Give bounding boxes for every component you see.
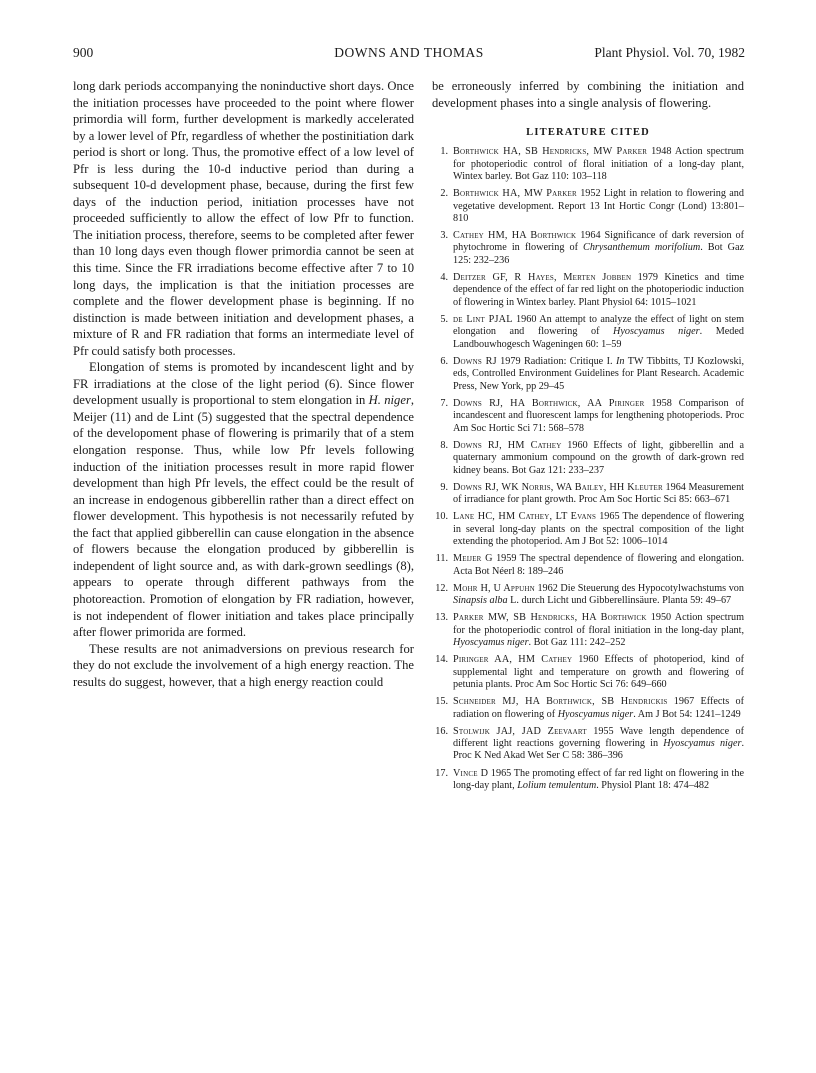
- reference-authors: Downs RJ, HM Cathey: [453, 439, 562, 451]
- reference-text: . Bot Gaz 111: 242–252: [528, 637, 626, 649]
- reference-item: [432, 146, 744, 183]
- reference-number: 2.: [440, 188, 448, 200]
- species-name: H. niger: [368, 393, 411, 408]
- reference-italic-text: In: [615, 355, 625, 367]
- reference-italic-text: Sinapsis alba: [453, 595, 508, 607]
- reference-number: 8.: [440, 439, 448, 451]
- reference-number: 10.: [435, 511, 448, 523]
- paragraph-text: These results are not animadversions on previous research for they do not exclude the involvement of a high energy reaction. The results do suggest, however, that a high energy reaction could: [73, 641, 414, 689]
- reference-text: TW Tibbitts, TJ Kozlowski, eds, Controlled Environment Guidelines for Plant Research. Academic Press, New York, pp 29–45: [453, 355, 744, 392]
- reference-item: [432, 654, 744, 691]
- paragraph-text: long dark periods accompanying the noninductive short days. Once the initiation processes have proceeded to the point where flower primordia will form, further development is markedly accelerated by a lower level of Pfr, regardless of whether the postinitiation dark period is short or long. Thus, the promotive effect of a low level of Pfr is less during the 10-d inductive period than during a subsequent 10-d development phase, because, during the first few days of the induction period, initiation processes have not proceeded sufficiently to allow the effect of low Pfr to function. The initiation process, therefore, seems to be completed after fewer than 10 long days even though flower primordia cannot be seen at this time. Since the FR irradiations become effective after 7 to 10 long days, the implication is that the initiation processes are complete and the flower development phase is beginning. If no distinction is made between initiation and development phases, a mixture of R and FR radiation that forms an intermediate level of Pfr could satisfy both processes.: [73, 79, 414, 358]
- running-header: [73, 44, 745, 62]
- reference-italic-text: Lolium temulentum: [517, 779, 597, 791]
- reference-number: 15.: [435, 696, 448, 708]
- reference-italic-text: Hyoscyamus niger: [613, 326, 700, 338]
- journal-citation: Plant Physiol. Vol. 70, 1982: [594, 45, 745, 60]
- reference-text: . Am J Bot 54: 1241–1249: [633, 708, 741, 720]
- reference-list: [432, 146, 744, 792]
- reference-text: L. durch Licht und Gibberellinsäure. Planta 59: 49–67: [507, 595, 732, 607]
- reference-italic-text: Chrysanthemum morifolium: [583, 242, 701, 254]
- reference-text: 1955 Wave length dependence of different light reactions governing flowering in: [453, 725, 744, 750]
- reference-text: . Physiol Plant 18: 474–482: [596, 779, 710, 791]
- page-number: 900: [73, 45, 94, 60]
- reference-number: 13.: [435, 612, 448, 624]
- reference-authors: Parker MW, SB Hendricks, HA Borthwick: [453, 612, 647, 624]
- reference-item: [432, 230, 744, 267]
- reference-number: 12.: [435, 582, 448, 594]
- reference-text: . Proc K Ned Akad Wet Ser C 58: 386–396: [453, 738, 745, 762]
- reference-italic-text: Hyoscyamus niger: [453, 637, 529, 649]
- reference-authors: Cathey HM, HA Borthwick: [453, 230, 577, 241]
- left-column: [73, 78, 414, 690]
- reference-text: 1959 The spectral dependence of flowering and elongation. Acta Bot Néerl 8: 189–246: [453, 553, 744, 577]
- reference-authors: Vince D: [453, 767, 489, 779]
- reference-item: [432, 726, 744, 763]
- reference-authors: Stolwijk JAJ, JAD Zeevaart: [453, 725, 587, 737]
- reference-number: 1.: [440, 146, 448, 158]
- reference-text: 1958 Comparison of incandescent and fluorescent lamps for lengthening photoperiods. Proc Am Soc Hortic Sci 71: 568–578: [453, 397, 744, 434]
- reference-number: 14.: [435, 654, 448, 666]
- reference-authors: Borthwick HA, SB Hendricks, MW Parker: [453, 146, 648, 158]
- reference-number: 9.: [440, 481, 448, 493]
- reference-text: 1960 An attempt to analyze the effect of light on stem elongation and flowering of: [453, 313, 744, 338]
- reference-text: . Meded Landbouwhogesch Wageningen 60: 1–59: [453, 326, 745, 350]
- reference-text: 1979 Kinetics and time dependence of the effect of far red light on the photoperiodic induction of flowering in Wintex barley. Plant Physiol 64: 1015–1021: [453, 271, 744, 308]
- reference-number: 3.: [440, 230, 448, 241]
- reference-number: 6.: [440, 355, 448, 367]
- reference-number: 17.: [435, 767, 448, 779]
- reference-item: [432, 553, 744, 578]
- reference-authors: Borthwick HA, MW Parker: [453, 188, 577, 200]
- reference-text: 1950 Action spectrum for the photoperiodic control of floral initiation in the long-day plant,: [453, 612, 744, 636]
- reference-number: 16.: [435, 725, 448, 737]
- reference-text: . Bot Gaz 125: 232–236: [453, 242, 744, 266]
- reference-authors: Schneider MJ, HA Borthwick, SB Hendrickis: [453, 696, 668, 708]
- reference-authors: Downs RJ, HA Borthwick, AA Piringer: [453, 397, 645, 409]
- reference-authors: Mohr H, U Appuhn: [453, 582, 535, 594]
- body-paragraph: [73, 359, 414, 640]
- paragraph-text: Elongation of stems is promoted by incandescent light and by FR irradiations at the close of the light period (6). Since flower development usually is proportional to stem elongation in: [73, 360, 414, 408]
- reference-authors: Downs RJ: [453, 355, 497, 367]
- reference-number: 7.: [440, 397, 448, 409]
- reference-text: 1952 Light in relation to flowering and vegetative development. Report 13 Int Hortic Congr (Lond) 13:801–810: [453, 188, 744, 224]
- reference-item: [432, 612, 744, 649]
- reference-item: [432, 511, 744, 548]
- reference-text: 1962 Die Steuerung des Hypocotylwachstums von: [534, 582, 744, 594]
- reference-text: 1960 Effects of light, gibberellin and a quaternary ammonium compound on the growth of dark-grown red kidney beans. Bot Gaz 121: 233–237: [453, 439, 744, 476]
- reference-item: [432, 314, 744, 351]
- reference-item: [432, 696, 744, 721]
- reference-number: 4.: [440, 271, 448, 283]
- reference-item: [432, 188, 744, 225]
- reference-item: [432, 768, 744, 793]
- reference-text: 1948 Action spectrum for photoperiodic control of floral initiation of a long-day plant, Wintex barley. Bot Gaz 110: 103–118: [453, 146, 744, 182]
- reference-italic-text: Hyoscyamus niger: [557, 708, 634, 720]
- reference-item: [432, 440, 744, 477]
- reference-authors: de Lint PJAL: [453, 313, 513, 325]
- reference-number: 5.: [440, 313, 448, 325]
- body-paragraph: [73, 78, 414, 359]
- reference-authors: Downs RJ, WK Norris, WA Bailey, HH Kleuter: [453, 481, 663, 493]
- running-authors: DOWNS AND THOMAS: [334, 45, 484, 60]
- literature-cited-heading: LITERATURE CITED: [526, 127, 650, 139]
- reference-text: 1960 Effects of photoperiod, kind of supplemental light and temperature on growth and flowering of petunia plants. Proc Am Soc Hortic Sci 76: 649–660: [453, 654, 744, 691]
- reference-item: [432, 482, 744, 507]
- reference-authors: Meijer G: [453, 553, 493, 565]
- reference-authors: Deitzer GF, R Hayes, Merten Jobben: [453, 271, 632, 283]
- body-paragraph: [73, 641, 414, 691]
- reference-text: 1979 Radiation: Critique I.: [496, 355, 616, 367]
- reference-item: [432, 583, 744, 608]
- reference-text: 1965 The dependence of flowering in several long-day plants on the spectral composition of the light extending the photoperiod. Am J Bot 52: 1006–1014: [453, 511, 745, 548]
- reference-text: 1964 Measurement of irradiance for plant growth. Proc Am Soc Hortic Sci 85: 663–671: [453, 481, 744, 506]
- reference-text: 1967 Effects of radiation on flowering of: [453, 696, 745, 720]
- reference-number: 11.: [435, 553, 448, 565]
- reference-authors: Lane HC, HM Cathey, LT Evans: [453, 511, 597, 523]
- paragraph-text: , Meijer (11) and de Lint (5) suggested that the spectral dependence of the developoment phase of flowering is primarily that of a stem elongation response. Thus, while low Pfr levels following induction of the initiation processes result in more rapid flower development than high Pfr levels, the effect could be the result of an increase in endogenous gibberellin rather than a direct effect on flower development. This hypothesis is not necessarily refuted by the fact that applied gibberellin can cause elongation in the absence of flowers because the elongation produced by gibberellin is independent of light source and, as with dark-grown seedlings (8), appears to operate through different pathways from the photoreaction. Promotion of elongation by FR radiation, however, is not independent of flower initiation and takes place principally after flower primorida are formed.: [73, 393, 414, 640]
- reference-text: 1964 Significance of dark reversion of phytochrome in flowering of: [453, 230, 745, 254]
- reference-italic-text: Hyoscyamus niger: [663, 738, 742, 750]
- right-column: [432, 78, 744, 797]
- body-paragraph-continuation: be erroneously inferred by combining the initiation and development phases into a single analysis of flowering.: [432, 79, 744, 110]
- reference-authors: Piringer AA, HM Cathey: [453, 654, 573, 666]
- reference-item: [432, 272, 744, 309]
- reference-item: [432, 398, 744, 435]
- reference-item: [432, 356, 744, 393]
- reference-text: 1965 The promoting effect of far red light on flowering in the long-day plant,: [453, 767, 744, 791]
